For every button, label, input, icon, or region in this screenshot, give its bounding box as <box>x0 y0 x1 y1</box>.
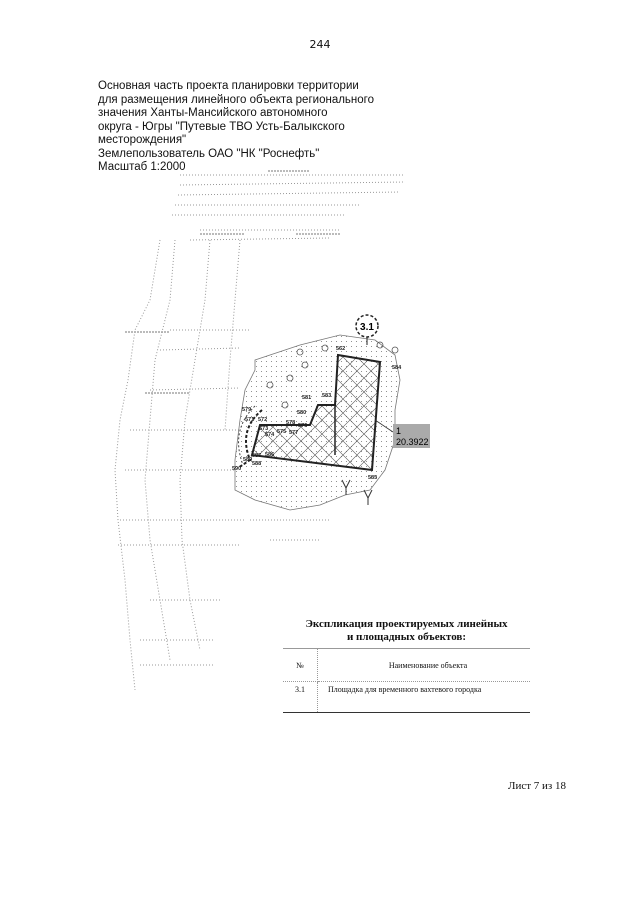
point-label: 586 <box>265 452 275 458</box>
point-label: 576 <box>298 423 308 429</box>
legend-col-name: Наименование объекта <box>318 649 531 682</box>
point-label: 588 <box>252 461 262 467</box>
title-line: месторождения" <box>98 134 187 146</box>
area-badge-value: 20.3922 <box>396 437 429 447</box>
point-label: 580 <box>297 410 307 416</box>
point-label: 587 <box>252 453 262 459</box>
legend-explication <box>283 618 530 713</box>
point-label: 574 <box>265 432 275 438</box>
title-line: Основная часть проекта планировки территории <box>98 80 359 92</box>
point-label: 577 <box>289 430 299 436</box>
point-label: 583 <box>322 393 332 399</box>
legend-row-number: 3.1 <box>283 682 318 713</box>
table-row <box>283 682 530 713</box>
legend-title-line: Экспликация проектируемых линейных <box>305 618 508 630</box>
legend-col-number: № <box>283 649 318 682</box>
point-label: 589 <box>243 457 253 463</box>
point-label: 584 <box>392 365 402 371</box>
scale-label: Масштаб 1:2000 <box>98 161 186 173</box>
page-number: 244 <box>309 38 331 51</box>
point-label: 590 <box>232 466 242 472</box>
area-badge-number: 1 <box>396 426 402 436</box>
point-label: 585 <box>368 475 378 481</box>
point-label: 578 <box>286 420 296 426</box>
legend-row-name: Площадка для временного вахтевого городка <box>318 682 531 713</box>
object-marker-label: 3.1 <box>360 322 374 333</box>
title-line: значения Ханты-Мансийского автономного <box>98 107 328 119</box>
legend-table-header <box>283 649 530 682</box>
sheet-label: Лист 7 из 18 <box>508 780 567 792</box>
point-label: 572 <box>258 417 268 423</box>
point-label: 573 <box>259 426 269 432</box>
title-line: Землепользователь ОАО "НК "Роснефть" <box>98 147 320 160</box>
point-label: 581 <box>302 395 312 401</box>
point-label: 562 <box>336 346 346 352</box>
title-line: для размещения линейного объекта регионального <box>98 93 374 106</box>
legend-table <box>283 648 530 713</box>
title-line: округа - Югры "Путевые ТВО Усть-Балыкского <box>98 120 345 133</box>
point-label: 575 <box>277 429 287 435</box>
point-label: 579 <box>242 407 252 413</box>
point-label: 571 <box>245 417 255 423</box>
legend-title-line: и площадных объектов: <box>346 631 467 643</box>
